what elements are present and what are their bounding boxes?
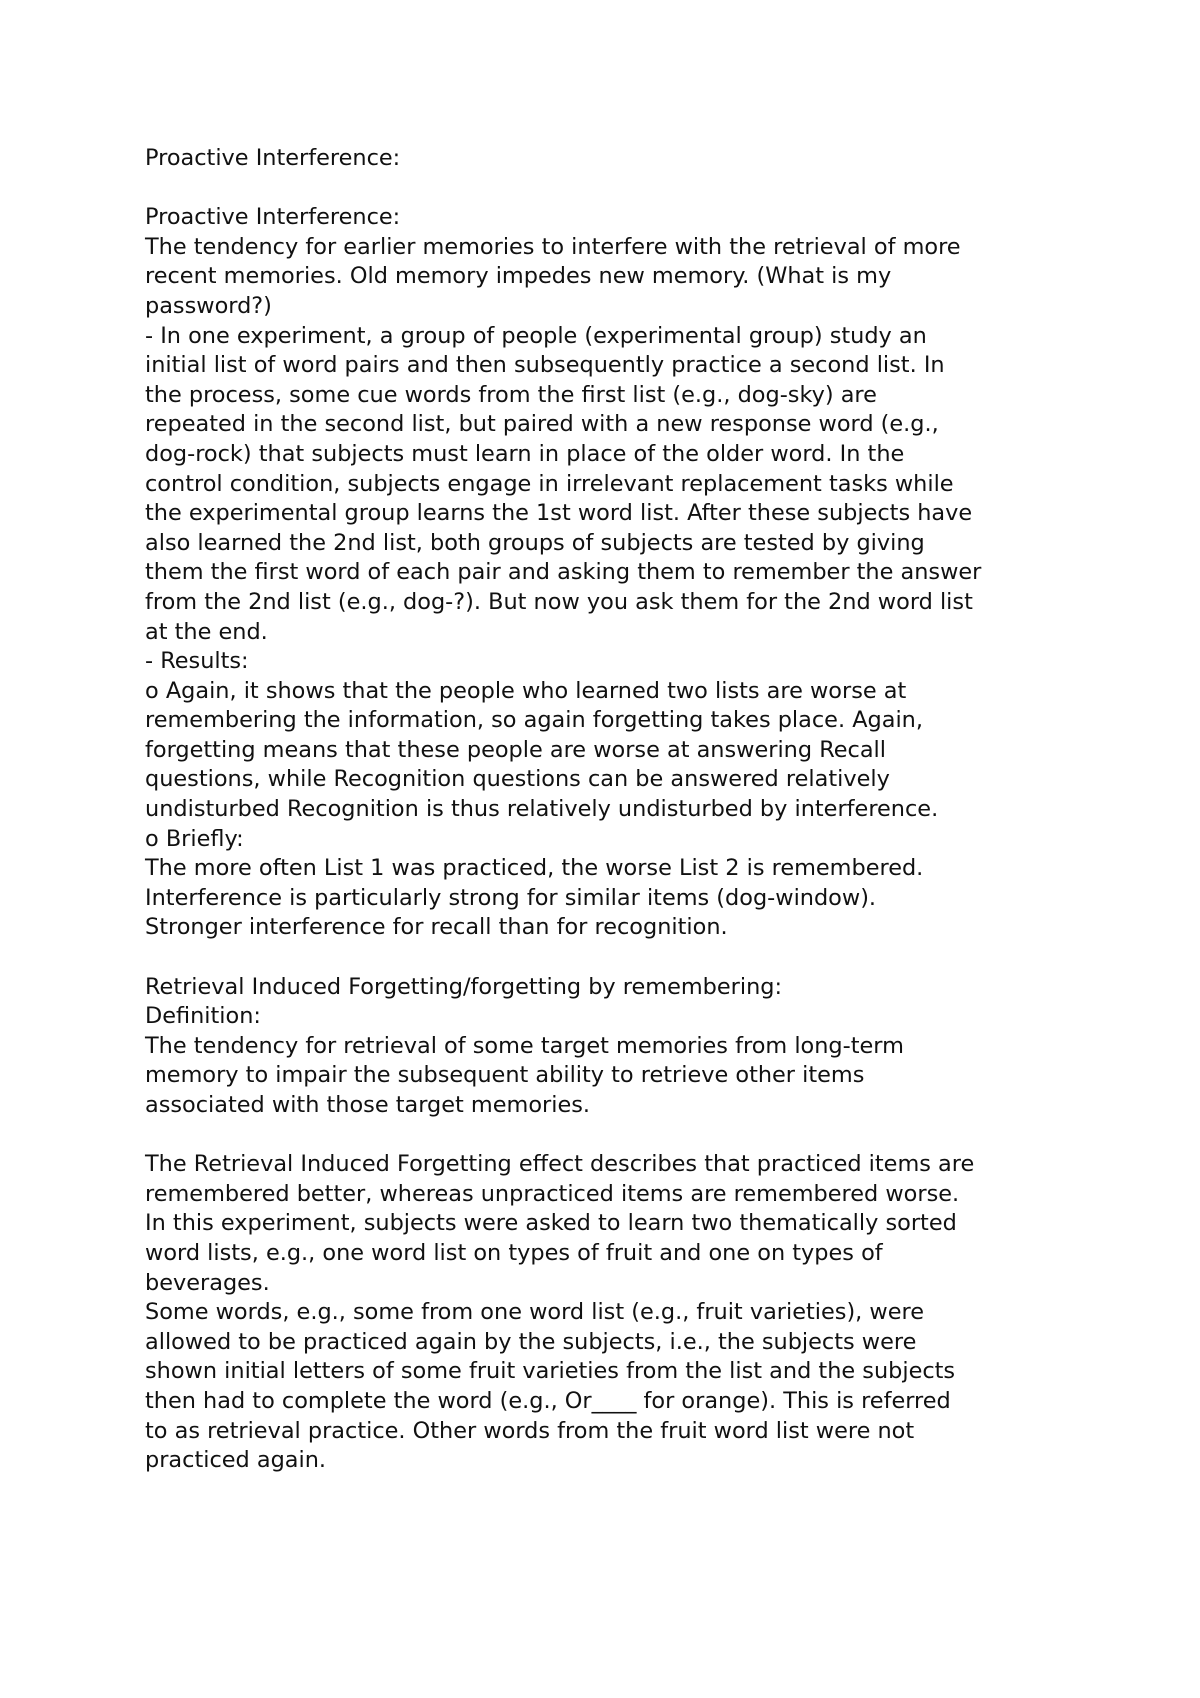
text-line: recent memories. Old memory impedes new memory. (What is my	[145, 263, 892, 290]
text-line: forgetting means that these people are worse at answering Recall	[145, 736, 887, 763]
text-line: control condition, subjects engage in irrelevant replacement tasks while	[145, 470, 954, 497]
text-line: the experimental group learns the 1st word list. After these subjects have	[145, 500, 973, 527]
text-line: associated with those target memories.	[145, 1092, 591, 1118]
blank-line	[145, 174, 1105, 204]
text-line: also learned the 2nd list, both groups of subjects are tested by giving	[145, 529, 925, 556]
text-line: practiced again.	[145, 1447, 327, 1474]
text-line: o Briefly:	[145, 825, 244, 852]
text-line: undisturbed Recognition is thus relatively undisturbed by interference.	[145, 796, 939, 823]
text-line: Stronger interference for recall than for recognition.	[145, 914, 728, 941]
text-line: memory to impair the subsequent ability to retrieve other items	[145, 1062, 865, 1089]
text-line: the process, some cue words from the first list (e.g., dog-sky) are	[145, 381, 877, 408]
text-line: In this experiment, subjects were asked to learn two thematically sorted	[145, 1210, 957, 1237]
section-heading: Proactive Interference:	[145, 145, 401, 171]
text-line: questions, while Recognition questions can be answered relatively	[145, 766, 890, 793]
text-line: dog-rock) that subjects must learn in place of the older word. In the	[145, 440, 905, 467]
text-line: then had to complete the word (e.g., Or____ for orange). This is referred	[145, 1387, 951, 1414]
text-line: from the 2nd list (e.g., dog-?). But now you ask them for the 2nd word list	[145, 588, 973, 615]
text-line: allowed to be practiced again by the subjects, i.e., the subjects were	[145, 1328, 917, 1355]
text-line: The tendency for earlier memories to interfere with the retrieval of more	[145, 233, 961, 260]
text-line: The tendency for retrieval of some target memories from long-term	[145, 1032, 904, 1059]
text-line: - Results:	[145, 648, 249, 675]
text-line: remembering the information, so again forgetting takes place. Again,	[145, 707, 923, 734]
text-line: beverages.	[145, 1269, 270, 1296]
text-line: o Again, it shows that the people who learned two lists are worse at	[145, 677, 907, 704]
text-line: password?)	[145, 292, 272, 319]
document-body	[145, 144, 1105, 1476]
text-line: them the first word of each pair and asking them to remember the answer	[145, 559, 982, 586]
text-line: Interference is particularly strong for similar items (dog-window).	[145, 884, 877, 911]
text-line: remembered better, whereas unpracticed items are remembered worse.	[145, 1180, 960, 1207]
text-line: The more often List 1 was practiced, the worse List 2 is remembered.	[145, 855, 924, 882]
text-line: Definition:	[145, 1003, 261, 1030]
text-line: initial list of word pairs and then subsequently practice a second list. In	[145, 352, 945, 379]
text-line: The Retrieval Induced Forgetting effect describes that practiced items are	[145, 1151, 975, 1178]
text-line: at the end.	[145, 618, 268, 645]
blank-line	[145, 1121, 1105, 1151]
text-line: repeated in the second list, but paired with a new response word (e.g.,	[145, 411, 939, 438]
text-line: - In one experiment, a group of people (experimental group) study an	[145, 322, 927, 349]
text-line: shown initial letters of some fruit varieties from the list and the subjects	[145, 1358, 956, 1385]
text-line: to as retrieval practice. Other words from the fruit word list were not	[145, 1417, 915, 1444]
section-heading: Retrieval Induced Forgetting/forgetting by remembering:	[145, 973, 783, 1000]
text-line: word lists, e.g., one word list on types of fruit and one on types of	[145, 1239, 883, 1266]
text-line: Some words, e.g., some from one word list (e.g., fruit varieties), were	[145, 1299, 924, 1326]
subheading: Proactive Interference:	[145, 204, 401, 231]
blank-line	[145, 943, 1105, 973]
